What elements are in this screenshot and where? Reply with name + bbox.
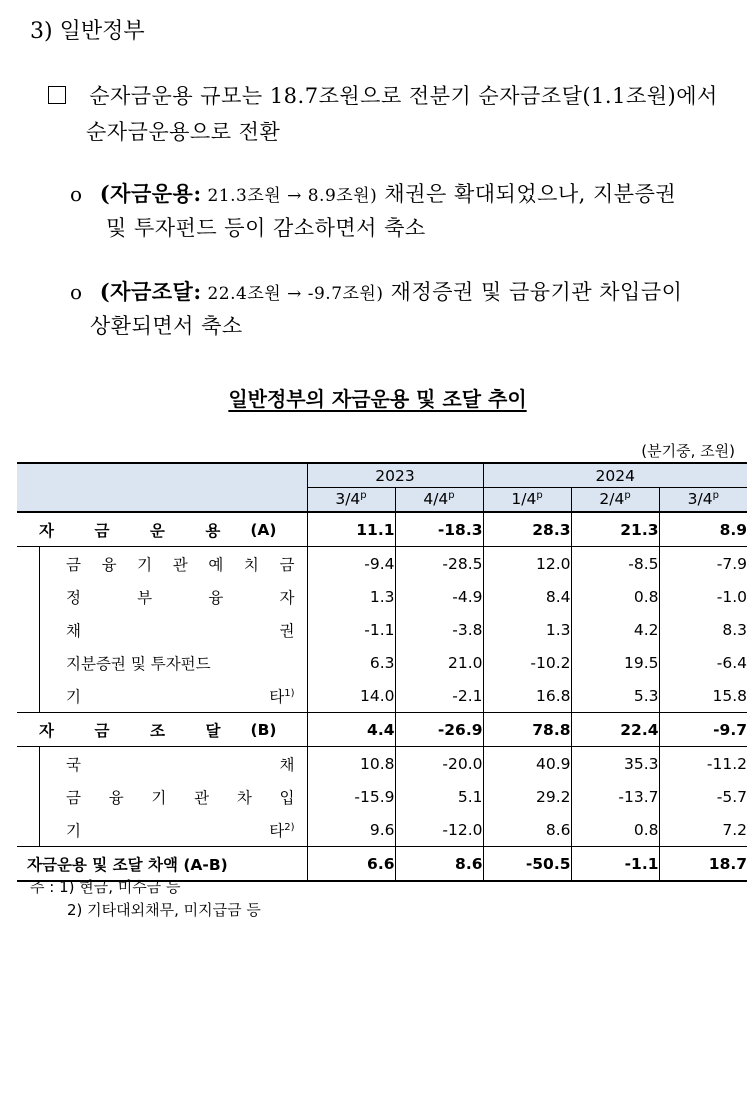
table-unit: (분기중, 조원) [641,442,735,460]
value-cell: -2.1 [395,679,483,713]
value-cell: -1.0 [716,587,748,606]
item-label: 지분증권 및 투자펀드 [17,646,307,679]
net-label: 자금운용 및 조달 차액 (A-B) [17,847,307,882]
value-cell: 35.3 [571,747,659,781]
value-cell: 19.5 [571,646,659,679]
item-label: 기 타$^{1)}$ [17,679,307,713]
header-quarter: 1/4$^p$ [483,488,571,513]
header-quarter: 3/4$^p$ [659,488,747,513]
fund-use-item-row [17,679,747,713]
fund-raise-item-row [17,813,747,847]
value-cell: 4.2 [571,613,659,646]
item-label: 금 융 기 관 예 치 금 [17,547,307,581]
header-quarter: 3/4$^p$ [307,488,395,513]
value-cell: -9.7 [659,713,747,747]
fund-flow-table [17,462,747,882]
value-cell: -13.7 [571,780,659,813]
value-cell: 5.3 [571,679,659,713]
fund-use-label: 자 금 운 용 (A) [17,512,307,547]
value-cell: 8.9 [659,512,747,547]
value-cell: -28.5 [395,547,483,581]
bullet-fund-raise: o (자금조달: 22.4조원 → -9.7조원) 재정증권 및 금융기관 차입금이 [70,279,683,304]
value-cell: 0.8 [571,813,659,847]
value-cell: 6.6 [307,847,395,882]
fund-use-item-row [17,646,747,679]
value-cell: 11.1 [307,512,395,547]
item-label: 국 채 [17,747,307,781]
item-label: 채 권 [17,613,307,646]
value-cell: 40.9 [483,747,571,781]
value-cell: 21.0 [395,646,483,679]
value-cell: -3.8 [395,613,483,646]
bullet-fund-use-cont: 및 투자펀드 등이 감소하면서 축소 [106,216,426,240]
value-cell: -7.9 [716,554,748,573]
item-label: 금 융 기 관 차 입 [17,780,307,813]
bullet-fund-use-label: (자금운용: [99,181,202,206]
fund-use-total-row [17,512,747,547]
header-quarter: 2/4$^p$ [571,488,659,513]
bullet-fund-use: o (자금운용: 21.3조원 → 8.9조원) 채권은 확대되었으나, 지분증권 [70,181,677,206]
value-cell: 8.3 [722,620,748,639]
value-cell: 8.4 [483,580,571,613]
value-cell: -1.1 [571,847,659,882]
header-year-2024: 2024 [483,463,747,488]
header-quarter: 4/4$^p$ [395,488,483,513]
value-cell: 78.8 [483,713,571,747]
value-cell: 8.6 [483,813,571,847]
value-cell: 29.2 [483,780,571,813]
value-cell: -20.0 [395,747,483,781]
value-cell: -10.2 [483,646,571,679]
value-cell: -11.2 [706,754,748,773]
value-cell: -50.5 [483,847,571,882]
fund-raise-item-row [17,747,747,781]
value-cell: -15.9 [307,780,395,813]
value-cell: 6.3 [307,646,395,679]
value-cell: 1.3 [483,613,571,646]
value-cell: 18.7 [659,847,747,882]
value-cell: -8.5 [571,547,659,581]
section-heading: 3) 일반정부 [30,19,145,44]
value-cell: 7.2 [659,813,747,847]
value-cell: -4.9 [395,580,483,613]
item-label: 정 부 융 자 [17,580,307,613]
value-cell: 16.8 [483,679,571,713]
fund-use-item-row [17,580,747,613]
fund-use-item-row [17,547,747,581]
footnote-1: 주 : 1) 현금, 미수금 등 [30,878,181,896]
item-label: 기 타$^{2)}$ [17,813,307,847]
fund-raise-label: 자 금 조 달 (B) [17,713,307,747]
value-cell: 0.8 [571,580,659,613]
footnote-2: 2) 기타대외채무, 미지급금 등 [67,901,261,919]
value-cell: 28.3 [483,512,571,547]
value-cell: 10.8 [307,747,395,781]
value-cell: -6.4 [716,653,748,672]
value-cell: 21.3 [571,512,659,547]
value-cell: 5.1 [395,780,483,813]
value-cell: -26.9 [395,713,483,747]
bullet-fund-raise-cont: 상환되면서 축소 [90,314,243,338]
value-cell: -18.3 [395,512,483,547]
value-cell: -1.1 [307,613,395,646]
fund-raise-total-row [17,713,747,747]
value-cell: 4.4 [307,713,395,747]
value-cell: 1.3 [307,580,395,613]
fund-raise-item-row [17,780,747,813]
checkbox-square-icon [48,86,66,104]
header-year-2023: 2023 [307,463,483,488]
value-cell: 12.0 [483,547,571,581]
fund-use-item-row [17,613,747,646]
summary-line-1: 순자금운용 규모는 18.7조원으로 전분기 순자금조달(1.1조원)에서 [48,80,718,110]
value-cell: -12.0 [395,813,483,847]
value-cell: 9.6 [307,813,395,847]
header-year-row [17,463,747,488]
value-cell: 15.8 [659,679,747,713]
value-cell: -9.4 [307,547,395,581]
summary-line-2: 순자금운용으로 전환 [86,120,281,144]
value-cell: 22.4 [571,713,659,747]
value-cell: 14.0 [307,679,395,713]
table-title: 일반정부의 자금운용 및 조달 추이 [228,387,527,411]
bullet-fund-raise-label: (자금조달: [99,279,202,304]
value-cell: 8.6 [395,847,483,882]
value-cell: -5.7 [716,787,748,806]
header-blank [17,463,307,512]
